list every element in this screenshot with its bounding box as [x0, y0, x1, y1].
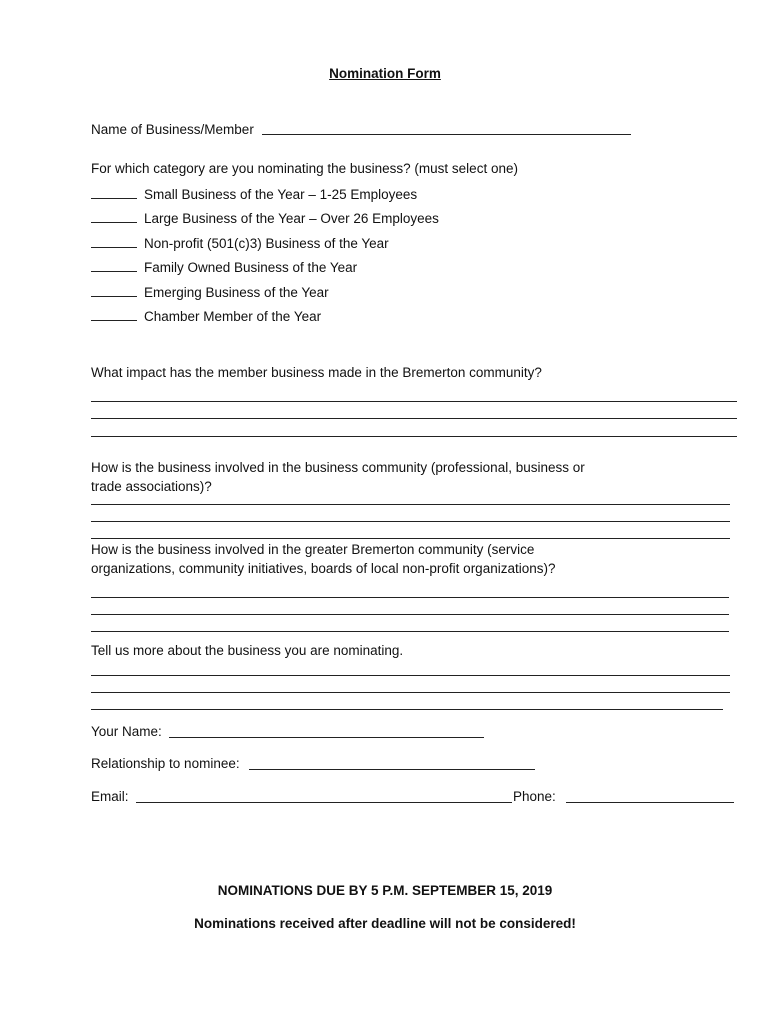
form-title: Nomination Form	[329, 66, 441, 81]
community-involvement-answer-line[interactable]	[91, 614, 729, 615]
category-checkbox-nonprofit[interactable]	[91, 235, 137, 248]
category-label: Non-profit (501(c)3) Business of the Year	[144, 236, 389, 251]
business-name-label: Name of Business/Member	[91, 122, 254, 137]
business-name-field[interactable]	[262, 134, 631, 135]
business-involvement-answer-line[interactable]	[91, 538, 730, 539]
category-option	[91, 210, 439, 227]
business-involvement-question-cont: trade associations)?	[91, 479, 212, 494]
phone-field[interactable]	[566, 802, 734, 803]
category-label: Small Business of the Year – 1-25 Employees	[144, 187, 418, 202]
impact-answer-line[interactable]	[91, 436, 737, 437]
tell-more-answer-line[interactable]	[91, 709, 723, 710]
tell-more-answer-line[interactable]	[91, 675, 730, 676]
category-option	[91, 235, 389, 252]
deadline-notice: NOMINATIONS DUE BY 5 P.M. SEPTEMBER 15, 2019	[217, 883, 553, 898]
impact-answer-line[interactable]	[91, 401, 737, 402]
category-option	[91, 308, 321, 325]
category-checkbox-emerging[interactable]	[91, 284, 137, 297]
category-option	[91, 259, 357, 276]
relationship-field[interactable]	[249, 769, 535, 770]
category-checkbox-chamber[interactable]	[91, 308, 137, 321]
business-involvement-answer-line[interactable]	[91, 521, 730, 522]
category-option	[91, 186, 417, 203]
your-name-label: Your Name:	[91, 724, 162, 739]
tell-more-answer-line[interactable]	[91, 692, 730, 693]
deadline-note: Nominations received after deadline will not be considered!	[194, 916, 576, 931]
community-involvement-answer-line[interactable]	[91, 631, 729, 632]
category-option	[91, 284, 329, 301]
impact-answer-line[interactable]	[91, 418, 737, 419]
impact-question: What impact has the member business made in the Bremerton community?	[91, 365, 542, 380]
community-involvement-question-cont: organizations, community initiatives, boards of local non-profit organizations)?	[91, 561, 556, 576]
category-checkbox-large[interactable]	[91, 210, 137, 223]
email-label: Email:	[91, 789, 129, 804]
tell-more-question: Tell us more about the business you are nominating.	[91, 643, 404, 658]
business-involvement-question: How is the business involved in the business community (professional, business or	[91, 460, 585, 475]
category-label: Large Business of the Year – Over 26 Employees	[144, 211, 439, 226]
category-label: Emerging Business of the Year	[144, 285, 329, 300]
community-involvement-question: How is the business involved in the greater Bremerton community (service	[91, 542, 535, 557]
phone-label: Phone:	[513, 789, 556, 804]
email-field[interactable]	[136, 802, 512, 803]
category-checkbox-small[interactable]	[91, 186, 137, 199]
category-checkbox-family[interactable]	[91, 259, 137, 272]
your-name-field[interactable]	[169, 737, 484, 738]
community-involvement-answer-line[interactable]	[91, 597, 729, 598]
category-label: Chamber Member of the Year	[144, 309, 322, 324]
category-label: Family Owned Business of the Year	[144, 260, 358, 275]
relationship-label: Relationship to nominee:	[91, 756, 240, 771]
business-involvement-answer-line[interactable]	[91, 504, 730, 505]
category-question: For which category are you nominating the business? (must select one)	[91, 161, 518, 176]
